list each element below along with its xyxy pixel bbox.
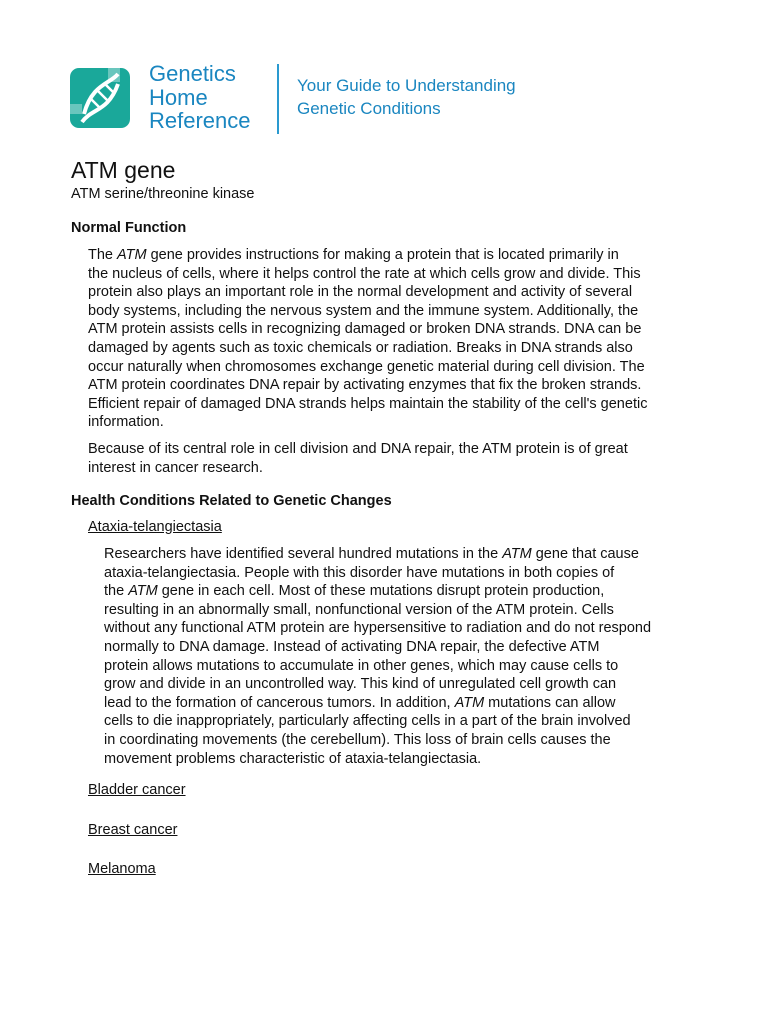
text-line bbox=[88, 265, 647, 284]
text-segment: cells to die inappropriately, particularly affecting cells in a part of the brain involved bbox=[104, 713, 631, 730]
text-line bbox=[104, 675, 651, 694]
site-header bbox=[70, 62, 710, 136]
text-line bbox=[88, 459, 628, 478]
text-segment: information. bbox=[88, 414, 164, 431]
brand-name[interactable]: Genetics Home Reference bbox=[149, 61, 251, 133]
text-segment: normally to DNA damage. Instead of activating DNA repair, the defective ATM bbox=[104, 638, 600, 655]
text-line bbox=[88, 440, 628, 459]
gene-name-italic: ATM bbox=[117, 247, 147, 263]
condition-link-ataxia-telangiectasia[interactable]: Ataxia-telangiectasia bbox=[88, 519, 222, 535]
text-segment: mutations can allow bbox=[484, 694, 616, 711]
text-segment: protein allows mutations to accumulate in other genes, which may cause cells to bbox=[104, 657, 619, 674]
text-segment: lead to the formation of cancerous tumors. In addition, bbox=[104, 694, 455, 711]
text-line bbox=[104, 545, 651, 564]
text-segment: resulting in an abnormally small, nonfunctional version of the ATM protein. Cells bbox=[104, 601, 614, 618]
gene-name-italic: ATM bbox=[454, 694, 485, 711]
text-line bbox=[104, 601, 651, 620]
text-line bbox=[88, 339, 647, 358]
text-segment: body systems, including the nervous system and the immune system. Additionally, the bbox=[88, 302, 639, 319]
gene-name-italic: ATM bbox=[502, 546, 532, 562]
text-segment: the nucleus of cells, where it helps control the rate at which cells grow and divide. This bbox=[88, 265, 641, 282]
section-heading-normal-function: Normal Function bbox=[71, 220, 187, 236]
text-line bbox=[88, 395, 647, 414]
text-line bbox=[88, 413, 647, 432]
text-line bbox=[88, 302, 647, 321]
text-segment: Because of its central role in cell division and DNA repair, the ATM protein is of great bbox=[88, 441, 628, 457]
tagline: Your Guide to Understanding Genetic Conditions bbox=[297, 76, 516, 118]
text-segment: movement problems characteristic of ataxia-telangiectasia. bbox=[104, 750, 482, 767]
text-line bbox=[88, 283, 647, 302]
text-segment: gene in each cell. Most of these mutations disrupt protein production, bbox=[157, 583, 605, 600]
condition-link-breast-cancer[interactable]: Breast cancer bbox=[88, 822, 178, 838]
text-segment: damaged by agents such as toxic chemicals or radiation. Breaks in DNA strands also bbox=[88, 339, 633, 356]
text-line bbox=[104, 694, 651, 713]
text-line bbox=[104, 564, 651, 583]
text-line bbox=[88, 320, 647, 339]
text-line bbox=[104, 712, 651, 731]
text-segment: The bbox=[88, 247, 118, 263]
gene-name-italic: ATM bbox=[128, 583, 158, 600]
header-divider bbox=[277, 64, 279, 134]
text-segment: in coordinating movements (the cerebellum). This loss of brain cells causes the bbox=[104, 731, 611, 748]
text-segment: protein also plays an important role in the normal development and activity of several bbox=[88, 284, 633, 301]
text-line bbox=[88, 246, 647, 265]
text-line bbox=[104, 657, 651, 676]
text-line bbox=[88, 358, 647, 377]
text-line bbox=[104, 750, 651, 769]
ataxia-description bbox=[104, 545, 651, 768]
text-segment: ATM protein coordinates DNA repair by activating enzymes that fix the broken strands. bbox=[88, 377, 642, 394]
condition-link-bladder-cancer[interactable]: Bladder cancer bbox=[88, 782, 186, 798]
text-segment: interest in cancer research. bbox=[88, 459, 263, 476]
text-segment: occur naturally when chromosomes exchange genetic material during cell division. The bbox=[88, 358, 645, 375]
text-segment: ATM protein assists cells in recognizing damaged or broken DNA strands. DNA can be bbox=[88, 321, 642, 338]
condition-link-melanoma[interactable]: Melanoma bbox=[88, 861, 156, 877]
text-line bbox=[104, 582, 651, 601]
page-subtitle: ATM serine/threonine kinase bbox=[71, 186, 255, 202]
section-heading-health-conditions: Health Conditions Related to Genetic Changes bbox=[71, 493, 392, 509]
dna-logo-icon[interactable] bbox=[70, 68, 130, 128]
text-segment: gene that cause bbox=[531, 546, 639, 562]
text-segment: without any functional ATM protein are hypersensitive to radiation and do not respond bbox=[104, 620, 652, 637]
text-segment: Efficient repair of damaged DNA strands helps maintain the stability of the cell's genetic bbox=[88, 395, 648, 412]
normal-function-paragraph-1 bbox=[88, 246, 647, 432]
text-segment: ataxia-telangiectasia. People with this disorder have mutations in both copies of bbox=[104, 564, 615, 581]
normal-function-paragraph-2 bbox=[88, 440, 628, 477]
text-line bbox=[104, 638, 651, 657]
page-title: ATM gene bbox=[71, 157, 176, 183]
text-segment: Researchers have identified several hundred mutations in the bbox=[104, 546, 503, 562]
text-segment: grow and divide in an uncontrolled way. This kind of unregulated cell growth can bbox=[104, 676, 617, 693]
text-segment: gene provides instructions for making a protein that is located primarily in bbox=[146, 247, 619, 263]
text-segment: the bbox=[104, 583, 129, 600]
text-line bbox=[104, 731, 651, 750]
text-line bbox=[88, 376, 647, 395]
text-line bbox=[104, 619, 651, 638]
